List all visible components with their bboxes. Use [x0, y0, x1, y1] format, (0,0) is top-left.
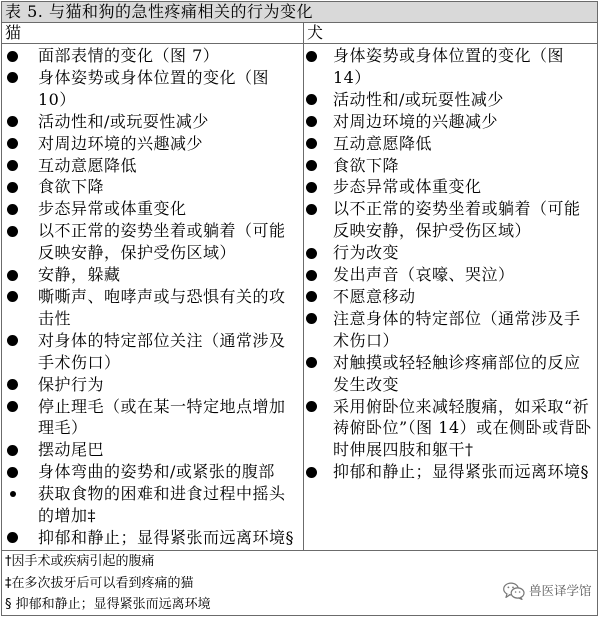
bullet-icon [7, 467, 18, 478]
list-item-text: 活动性和/或玩耍性减少 [38, 111, 209, 131]
list-item-text: 发出声音（哀嚎、哭泣） [333, 265, 515, 285]
list-item-text: 食欲下降 [333, 155, 400, 175]
list-item [2, 483, 300, 527]
list-item [304, 264, 595, 286]
list-item-text: 身体弯曲的姿势和/或紧张的腹部 [38, 462, 275, 482]
footnote-section: § 抑郁和静止；显得紧张而远离环境 [5, 597, 211, 612]
list-item [2, 264, 300, 286]
bullet-icon [306, 313, 317, 324]
list-item [2, 45, 300, 67]
list-item-text: 面部表情的变化（图 7） [38, 46, 220, 65]
list-item [2, 220, 300, 264]
list-item-text: 食欲下降 [38, 177, 105, 197]
bullet-icon [306, 51, 317, 62]
bullet-icon [306, 204, 317, 215]
bullet-icon [7, 160, 18, 171]
list-item-text: 以不正常的姿势坐着或躺着（可能反映安静，保护受伤区域） [38, 221, 286, 263]
list-item-text: 活动性和/或玩耍性减少 [333, 89, 504, 109]
watermark-text: 兽医译学馆 [529, 583, 592, 598]
list-item [2, 439, 300, 461]
list-item-text: 抑郁和静止；显得紧张而远离环境§ [38, 527, 295, 547]
list-item-text: 身体姿势或身体位置的变化（图 14） [333, 46, 565, 87]
list-item [304, 176, 595, 198]
list-item [2, 111, 300, 133]
bullet-icon [306, 467, 317, 478]
behavior-table [1, 1, 598, 616]
bullet-icon [7, 532, 18, 543]
list-item-text: 行为改变 [333, 243, 400, 263]
footnote-double-dagger: ‡在多次拔牙后可以看到疼痛的猫 [5, 575, 194, 591]
list-item-text: 互动意愿降低 [333, 133, 433, 153]
bullet-icon [10, 491, 16, 497]
bullet-icon [306, 182, 317, 193]
bullet-icon [7, 335, 18, 346]
bullet-icon [306, 270, 317, 281]
table-header-row [2, 23, 597, 44]
list-item [2, 527, 300, 549]
bullet-icon [7, 51, 18, 62]
list-item-text: 步态异常或体重变化 [333, 177, 482, 197]
list-item-text: 身体姿势或身体位置的变化（图 10） [38, 67, 270, 109]
list-item-text: 获取食物的困难和进食过程中摇头的增加‡ [38, 484, 286, 526]
bullet-icon [7, 379, 18, 390]
bullet-icon [7, 116, 18, 127]
list-item [304, 89, 595, 111]
list-item [304, 111, 595, 133]
list-item [2, 176, 300, 198]
bullet-icon [306, 116, 317, 127]
list-item [2, 198, 300, 220]
dog-behavior-list [304, 45, 597, 483]
cat-behavior-list [2, 45, 303, 549]
list-item-text: 对周边环境的兴趣减少 [38, 133, 204, 153]
bullet-icon [7, 291, 18, 302]
bullet-icon [7, 72, 18, 83]
list-item-text: 对周边环境的兴趣减少 [333, 111, 499, 131]
list-item-text: 不愿意移动 [333, 286, 416, 306]
bullet-icon [7, 401, 18, 412]
column-header-cat: 猫 [5, 23, 22, 42]
bullet-icon [306, 291, 317, 302]
list-item-text: 互动意愿降低 [38, 155, 138, 175]
list-item [2, 330, 300, 374]
bullet-icon [7, 226, 18, 237]
list-item [2, 155, 300, 177]
bullet-icon [306, 401, 317, 412]
list-item-text: 对触摸或轻轻触诊疼痛部位的反应发生改变 [333, 352, 581, 394]
list-item [304, 45, 595, 89]
list-item [2, 133, 300, 155]
list-item [304, 198, 595, 242]
list-item-text: 嘶嘶声、咆哮声或与恐惧有关的攻击性 [38, 286, 286, 328]
list-item [2, 286, 300, 330]
list-item [304, 352, 595, 396]
bullet-icon [306, 248, 317, 259]
list-item-text: 注意身体的特定部位（通常涉及手术伤口） [333, 308, 581, 350]
list-item-text: 停止理毛（或在某一特定地点增加理毛） [38, 396, 286, 438]
list-item-text: 摆动尾巴 [38, 440, 105, 460]
list-item [2, 461, 300, 483]
bullet-icon [7, 182, 18, 193]
list-item [2, 67, 300, 111]
list-item [304, 461, 595, 483]
bullet-icon [7, 445, 18, 456]
list-item-text: 保护行为 [38, 374, 105, 394]
list-item [304, 242, 595, 264]
list-item-text: 以不正常的姿势坐着或躺着（可能反映安静，保护受伤区域） [333, 199, 581, 241]
bullet-icon [7, 270, 18, 281]
table-title: 表 5. 与猫和狗的急性疼痛相关的行为变化 [5, 2, 313, 21]
list-item [304, 396, 595, 462]
table-title-row [2, 2, 597, 23]
bullet-icon [7, 204, 18, 215]
wechat-icon [503, 582, 525, 600]
column-header-dog: 犬 [307, 23, 324, 42]
bullet-icon [306, 138, 317, 149]
list-item-text: 安静，躲藏 [38, 265, 121, 285]
bullet-icon [306, 94, 317, 105]
bullet-icon [306, 160, 317, 171]
list-item-text: 对身体的特定部位关注（通常涉及手术伤口） [38, 330, 286, 372]
bullet-icon [306, 357, 317, 368]
footnote-dagger: †因手术或疾病引起的腹痛 [5, 554, 155, 569]
list-item-text: 抑郁和静止；显得紧张而远离环境§ [333, 462, 590, 482]
list-item-text: 步态异常或体重变化 [38, 199, 187, 219]
list-item-text: 采用俯卧位来减轻腹痛，如采取“祈祷俯卧位”（图 14）或在侧卧或背卧时伸展四肢和躯干† [333, 396, 592, 460]
list-item [304, 155, 595, 177]
list-item [304, 308, 595, 352]
list-item [304, 286, 595, 308]
bullet-icon [7, 138, 18, 149]
list-item [2, 396, 300, 440]
list-item [304, 133, 595, 155]
list-item [2, 374, 300, 396]
